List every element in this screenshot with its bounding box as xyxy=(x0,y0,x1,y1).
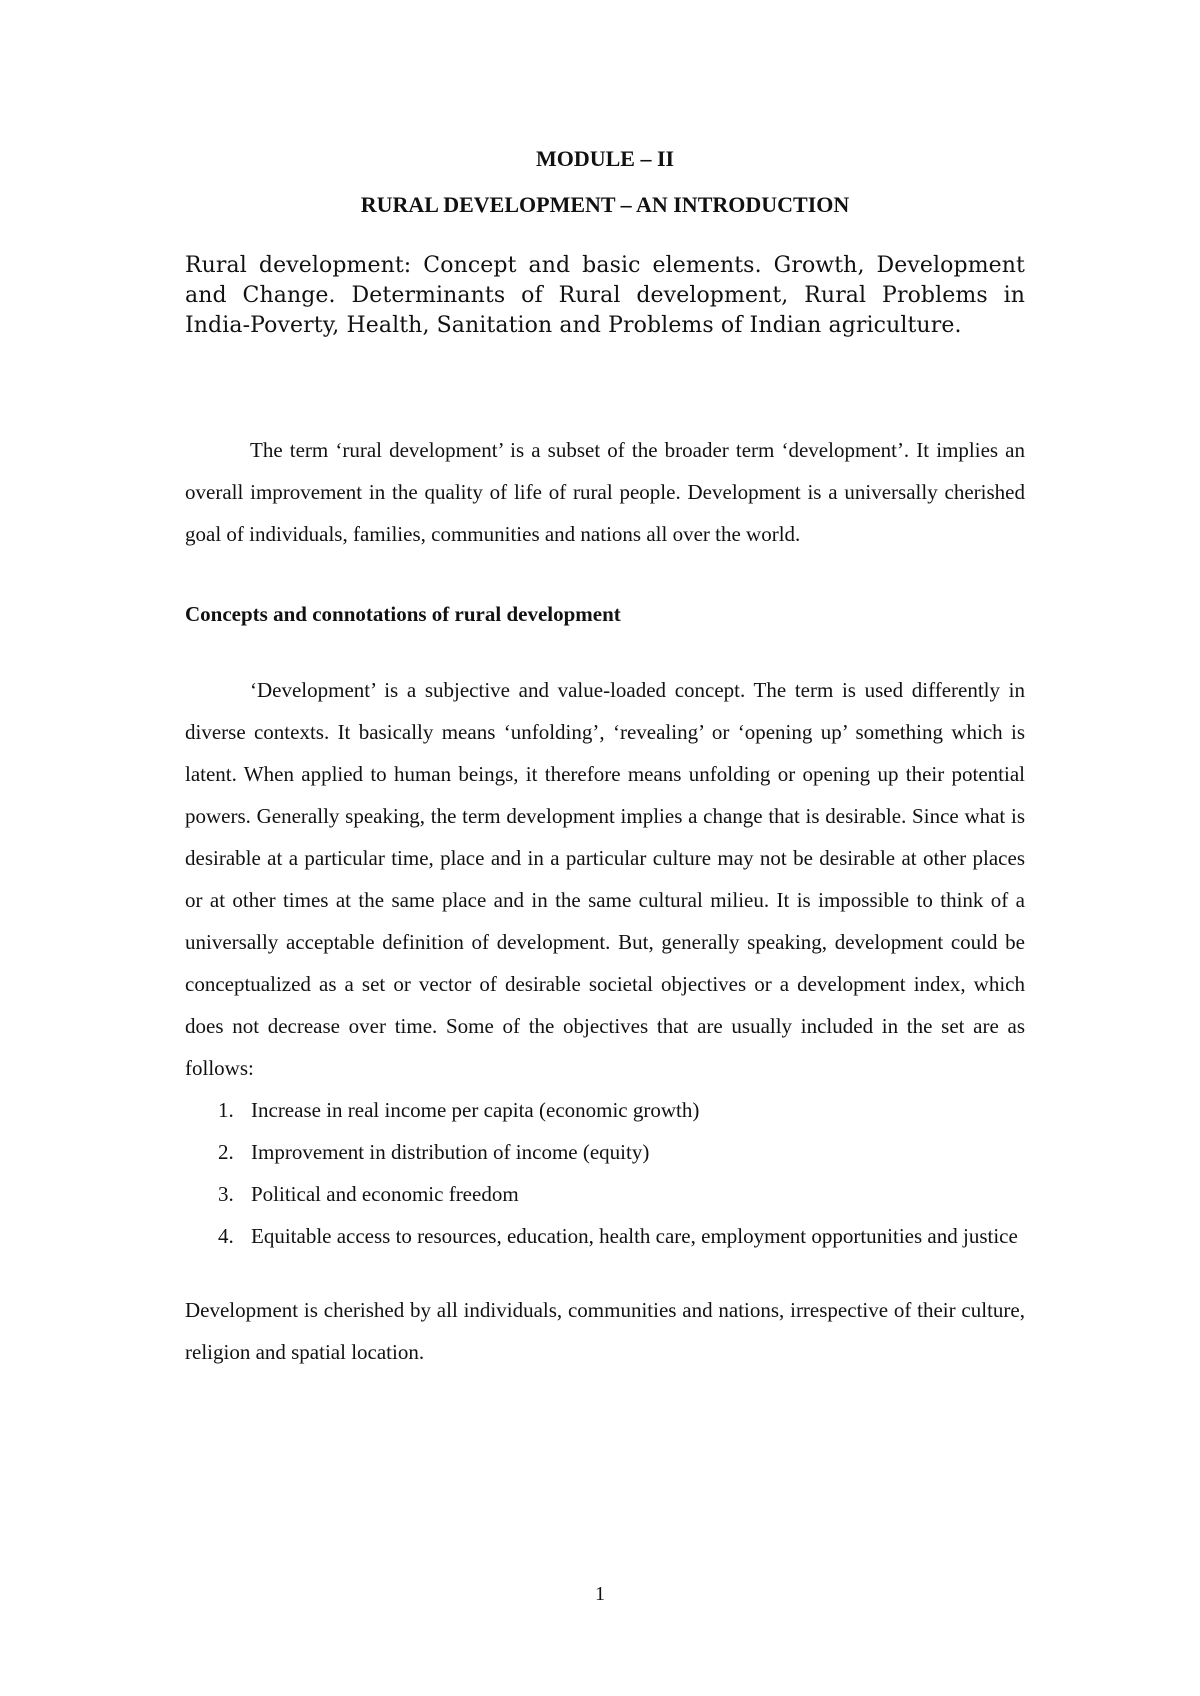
list-item-text: Increase in real income per capita (economic growth) xyxy=(251,1098,700,1122)
intro-paragraph: The term ‘rural development’ is a subset of the broader term ‘development’. It implies an overall improvement in the quality of life of rural people. Development is a universally cherished goal of individuals, families, communities and nations all over the world. xyxy=(185,438,1025,546)
syllabus-summary: Rural development: Concept and basic elements. Growth, Development and Change. Determinants of Rural development, Rural Problems in India-Poverty, Health, Sanitation and Problems of Indian agriculture. xyxy=(185,253,1025,338)
list-item-number: 2. xyxy=(218,1140,234,1164)
list-item-text: Political and economic freedom xyxy=(251,1182,519,1206)
module-subtitle: RURAL DEVELOPMENT – AN INTRODUCTION xyxy=(360,192,850,217)
list-item xyxy=(185,1173,1025,1215)
section-heading: Concepts and connotations of rural development xyxy=(185,602,621,626)
module-title: MODULE – II xyxy=(535,146,675,171)
list-item-number: 3. xyxy=(218,1182,234,1206)
list-item-number: 1. xyxy=(218,1098,234,1122)
list-item-number: 4. xyxy=(218,1224,234,1248)
objectives-list xyxy=(185,1089,1025,1257)
page-number: 1 xyxy=(595,1583,605,1605)
page-content xyxy=(185,146,1025,1373)
list-item xyxy=(185,1215,1025,1257)
concept-paragraph: ‘Development’ is a subjective and value-loaded concept. The term is used differently in diverse contexts. It basically means ‘unfolding’, ‘revealing’ or ‘opening up’ something which is latent. When applied to human beings, it therefore means unfolding or opening up their potential powers. Generally speaking, the term development implies a change that is desirable. Since what is desirable at a particular time, place and in a particular culture may not be desirable at other places or at other times at the same place and in the same cultural milieu. It is impossible to think of a universally acceptable definition of development. But, generally speaking, development could be conceptualized as a set or vector of desirable societal objectives or a development index, which does not decrease over time. Some of the objectives that are usually included in the set are as follows: xyxy=(185,678,1025,1080)
closing-paragraph: Development is cherished by all individuals, communities and nations, irrespective of their culture, religion and spatial location. xyxy=(185,1298,1025,1364)
list-item-text: Equitable access to resources, education, health care, employment opportunities and justice xyxy=(251,1224,1018,1248)
list-item xyxy=(185,1089,1025,1131)
list-item xyxy=(185,1131,1025,1173)
list-item-text: Improvement in distribution of income (equity) xyxy=(251,1140,650,1164)
